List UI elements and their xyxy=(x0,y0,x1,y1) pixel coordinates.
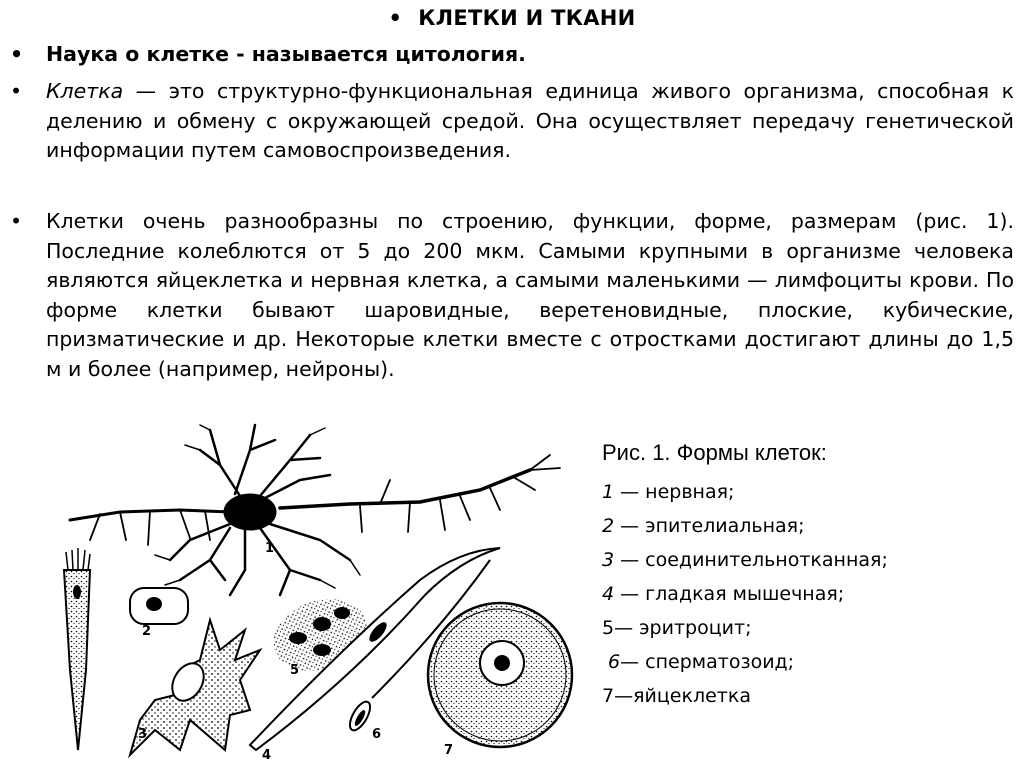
egg-cell-drawing xyxy=(428,603,572,747)
title-text: КЛЕТКИ И ТКАНИ xyxy=(418,6,636,30)
caption-item-1: 1 — нервная; xyxy=(602,481,735,503)
title-bullet: • xyxy=(388,6,403,30)
bullet-text xyxy=(46,77,1014,166)
epithelial-cell-drawing xyxy=(130,588,188,624)
caption-item-5: 5— эритроцит; xyxy=(602,617,752,639)
bullet-mark: • xyxy=(10,79,23,103)
cell-forms-figure xyxy=(60,420,600,765)
label-6: 6 xyxy=(372,727,382,742)
slide-title xyxy=(0,6,1024,30)
bullet-text: Клетки очень разнообразны по строению, функции, форме, размерам (рис. 1). Последние колеблются от 5 до 200 мкм. Самыми крупными в организме человека являются яйцеклетка и нервная клетка, а самыми маленькими — лимфоциты крови. По форме клетки бывают шаровидные, веретеновидные, плоские, кубические, призматические и др. Некоторые клетки вместе с отростками достигают длины до 1,5 м и более (например, нейроны). xyxy=(46,209,1014,381)
label-4: 4 xyxy=(262,748,272,763)
caption-item-6: 6— сперматозоид; xyxy=(602,651,795,673)
bullet-mark: • xyxy=(10,42,24,66)
label-5: 5 xyxy=(290,663,300,678)
bullet-cell-diversity xyxy=(10,207,1014,384)
ciliated-cell-drawing xyxy=(64,548,90,750)
bullet-mark: • xyxy=(10,209,23,233)
figure-caption xyxy=(602,440,888,713)
caption-item-4: 4 — гладкая мышечная; xyxy=(602,583,845,605)
bullet-cell-definition xyxy=(10,77,1014,166)
bullet-text: Наука о клетке - называется цитология. xyxy=(46,42,526,66)
cell-forms-drawing xyxy=(60,420,600,765)
label-7: 7 xyxy=(444,743,454,758)
caption-item-7: 7—яйцеклетка xyxy=(602,685,751,707)
caption-item-2: 2 — эпителиальная; xyxy=(602,515,805,537)
nerve-cell-drawing xyxy=(70,425,560,595)
connective-cell-drawing xyxy=(130,620,260,755)
bullet-cytology xyxy=(10,40,1014,70)
label-1: 1 xyxy=(265,541,275,556)
caption-item-3: 3 — соединительнотканная; xyxy=(602,549,888,571)
definition-text: — это структурно-функциональная единица живого организма, способная к делению и обмену с окружающей средой. Она осуществляет передачу генетической информации путем самовоспроизведения. xyxy=(46,79,1014,162)
label-2: 2 xyxy=(142,624,152,639)
term-cell: Клетка xyxy=(46,79,124,103)
caption-title: Рис. 1. Формы клеток: xyxy=(602,440,827,465)
label-3: 3 xyxy=(138,727,148,742)
